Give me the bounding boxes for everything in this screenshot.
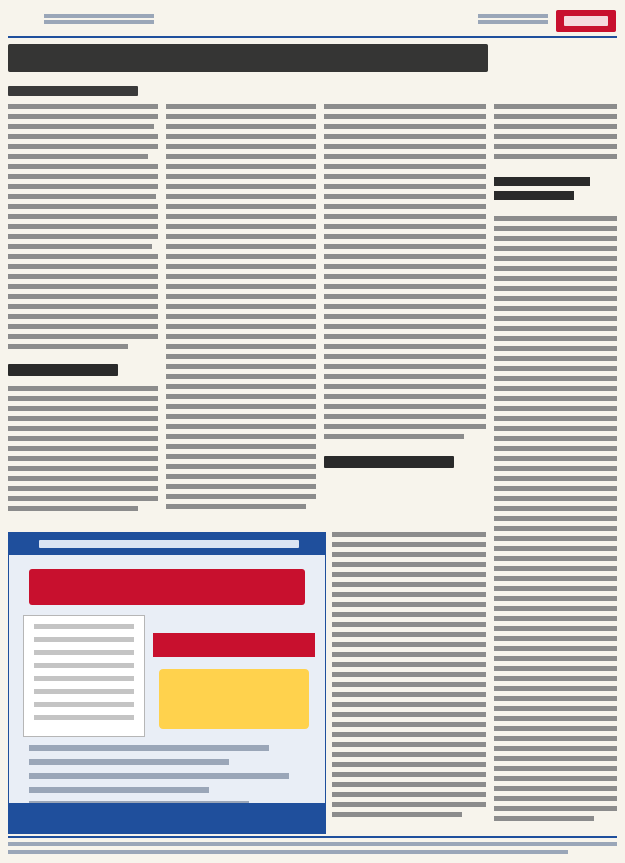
masthead-meta bbox=[44, 12, 154, 28]
article-column-3b bbox=[332, 532, 486, 822]
subhead-1 bbox=[8, 364, 118, 376]
article-column-3 bbox=[324, 104, 486, 444]
byline bbox=[8, 86, 138, 96]
ad-newspaper-image bbox=[23, 615, 145, 737]
ad-phone-stripe bbox=[153, 633, 315, 657]
headline bbox=[8, 40, 617, 80]
article-column-2 bbox=[166, 104, 316, 514]
ad-banner bbox=[29, 569, 305, 605]
article-column-1 bbox=[8, 104, 158, 354]
page-footer bbox=[8, 836, 617, 860]
newspaper-logo bbox=[556, 10, 616, 32]
ad-footer bbox=[9, 803, 325, 833]
ad-header bbox=[9, 533, 325, 555]
article-column-4 bbox=[494, 104, 617, 826]
ad-price-box bbox=[159, 669, 309, 729]
subhead-2 bbox=[324, 456, 454, 468]
masthead bbox=[8, 8, 617, 38]
subscription-ad bbox=[8, 532, 326, 834]
issue-date bbox=[478, 12, 548, 30]
article-column-1b bbox=[8, 386, 158, 516]
